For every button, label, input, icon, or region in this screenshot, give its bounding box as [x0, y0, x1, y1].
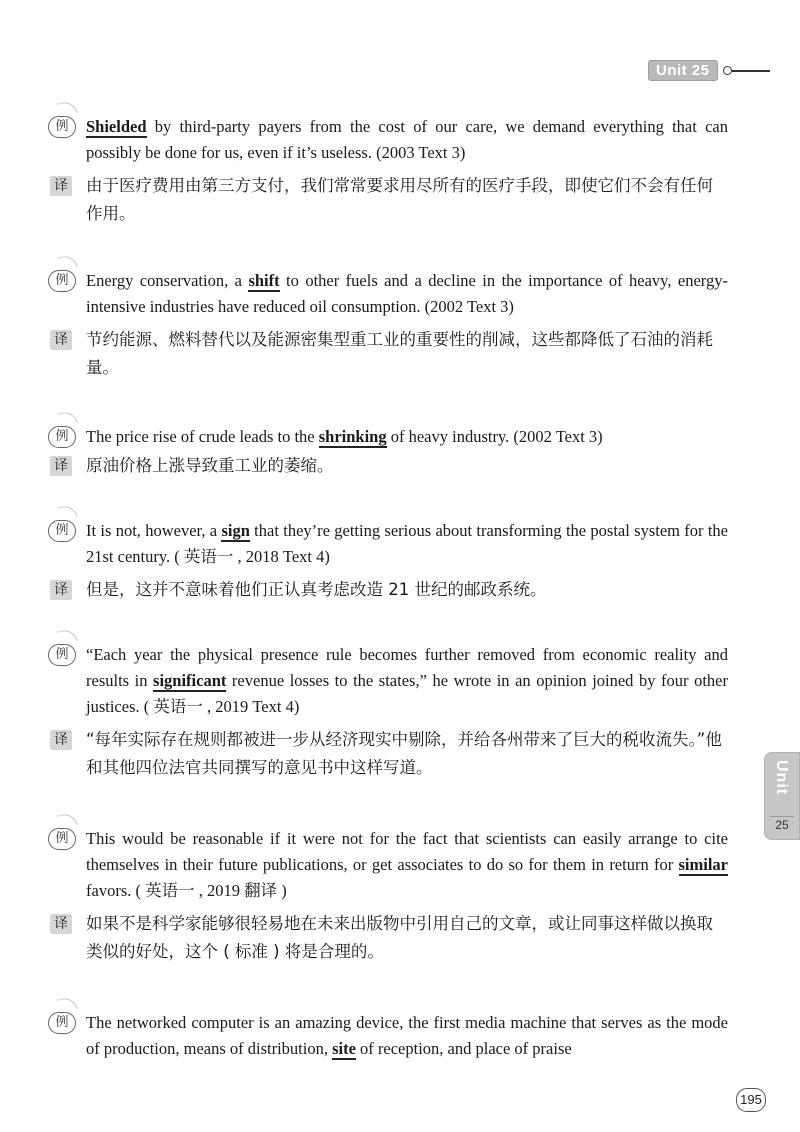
example-sentence: This would be reasonable if it were not for the fact that scientists can easily arrange to cite themselves in their future publications, or get associates to do so for them in return for similar favors. ( 英语一 , 2019 翻译 ) [86, 829, 728, 900]
side-unit-word: Unit [773, 760, 790, 796]
example-block [48, 114, 728, 228]
example-block [48, 268, 728, 382]
example-marker-icon: 例 [48, 644, 76, 666]
example-block [48, 642, 728, 782]
translation-marker-icon: 译 [50, 456, 72, 476]
translation-sentence: “每年实际存在规则都被进一步从经济现实中剔除，并给各州带来了巨大的税收流失。”他和其他四位法官共同撰写的意见书中这样写道。 [86, 730, 722, 777]
example-marker-icon: 例 [48, 1012, 76, 1034]
example-block [48, 1010, 728, 1062]
header-dot-icon [723, 66, 732, 75]
translation-sentence: 由于医疗费用由第三方支付，我们常常要求用尽所有的医疗手段，即使它们不会有任何作用。 [86, 176, 713, 223]
example-sentence: The networked computer is an amazing device, the first media machine that serves as the mode of production, means of distribution, site of reception, and place of praise [86, 1013, 728, 1058]
keyword: similar [678, 855, 728, 874]
page-number: 195 [736, 1088, 766, 1112]
example-sentence: Energy conservation, a shift to other fuels and a decline in the importance of heavy, energy-intensive industries have reduced oil consumption. (2002 Text 3) [86, 271, 728, 316]
keyword: sign [221, 521, 250, 540]
example-sentence: The price rise of crude leads to the shrinking of heavy industry. (2002 Text 3) [86, 427, 603, 446]
keyword: shrinking [318, 427, 387, 446]
translation-marker-icon: 译 [50, 580, 72, 600]
example-marker-icon: 例 [48, 520, 76, 542]
translation-sentence: 如果不是科学家能够很轻易地在未来出版物中引用自己的文章，或让同事这样做以换取类似的好处，这个 ( 标准 ) 将是合理的。 [86, 914, 713, 961]
translation-marker-icon: 译 [50, 730, 72, 750]
example-marker-icon: 例 [48, 828, 76, 850]
keyword: site [332, 1039, 356, 1058]
keyword: Shielded [86, 117, 147, 136]
translation-sentence: 节约能源、燃料替代以及能源密集型重工业的重要性的削减，这些都降低了石油的消耗量。 [86, 330, 713, 377]
side-unit-tab [764, 752, 800, 840]
example-sentence: “Each year the physical presence rule becomes further removed from economic reality and results in significant revenue losses to the states,” he wrote in an opinion joined by four other justices. ( 英语一 , 2019 Text 4) [86, 645, 728, 716]
example-marker-icon: 例 [48, 116, 76, 138]
example-sentence: It is not, however, a sign that they’re getting serious about transforming the postal system for the 21st century. ( 英语一 , 2018 Text 4) [86, 521, 728, 566]
example-marker-icon: 例 [48, 426, 76, 448]
side-unit-number: 25 [770, 816, 794, 834]
keyword: shift [248, 271, 280, 290]
unit-header [648, 60, 770, 81]
keyword: significant [153, 671, 227, 690]
example-block [48, 424, 728, 480]
translation-sentence: 原油价格上涨导致重工业的萎缩。 [86, 456, 334, 475]
example-block [48, 826, 728, 966]
translation-sentence: 但是，这并不意味着他们正认真考虑改造 21 世纪的邮政系统。 [86, 580, 547, 599]
example-sentence: Shielded by third-party payers from the cost of our care, we demand everything that can possibly be done for us, even if it’s useless. (2003 Text 3) [86, 117, 728, 162]
translation-marker-icon: 译 [50, 330, 72, 350]
unit-tab: Unit 25 [648, 60, 718, 81]
example-block [48, 518, 728, 604]
translation-marker-icon: 译 [50, 176, 72, 196]
translation-marker-icon: 译 [50, 914, 72, 934]
header-line [732, 70, 770, 72]
example-marker-icon: 例 [48, 270, 76, 292]
